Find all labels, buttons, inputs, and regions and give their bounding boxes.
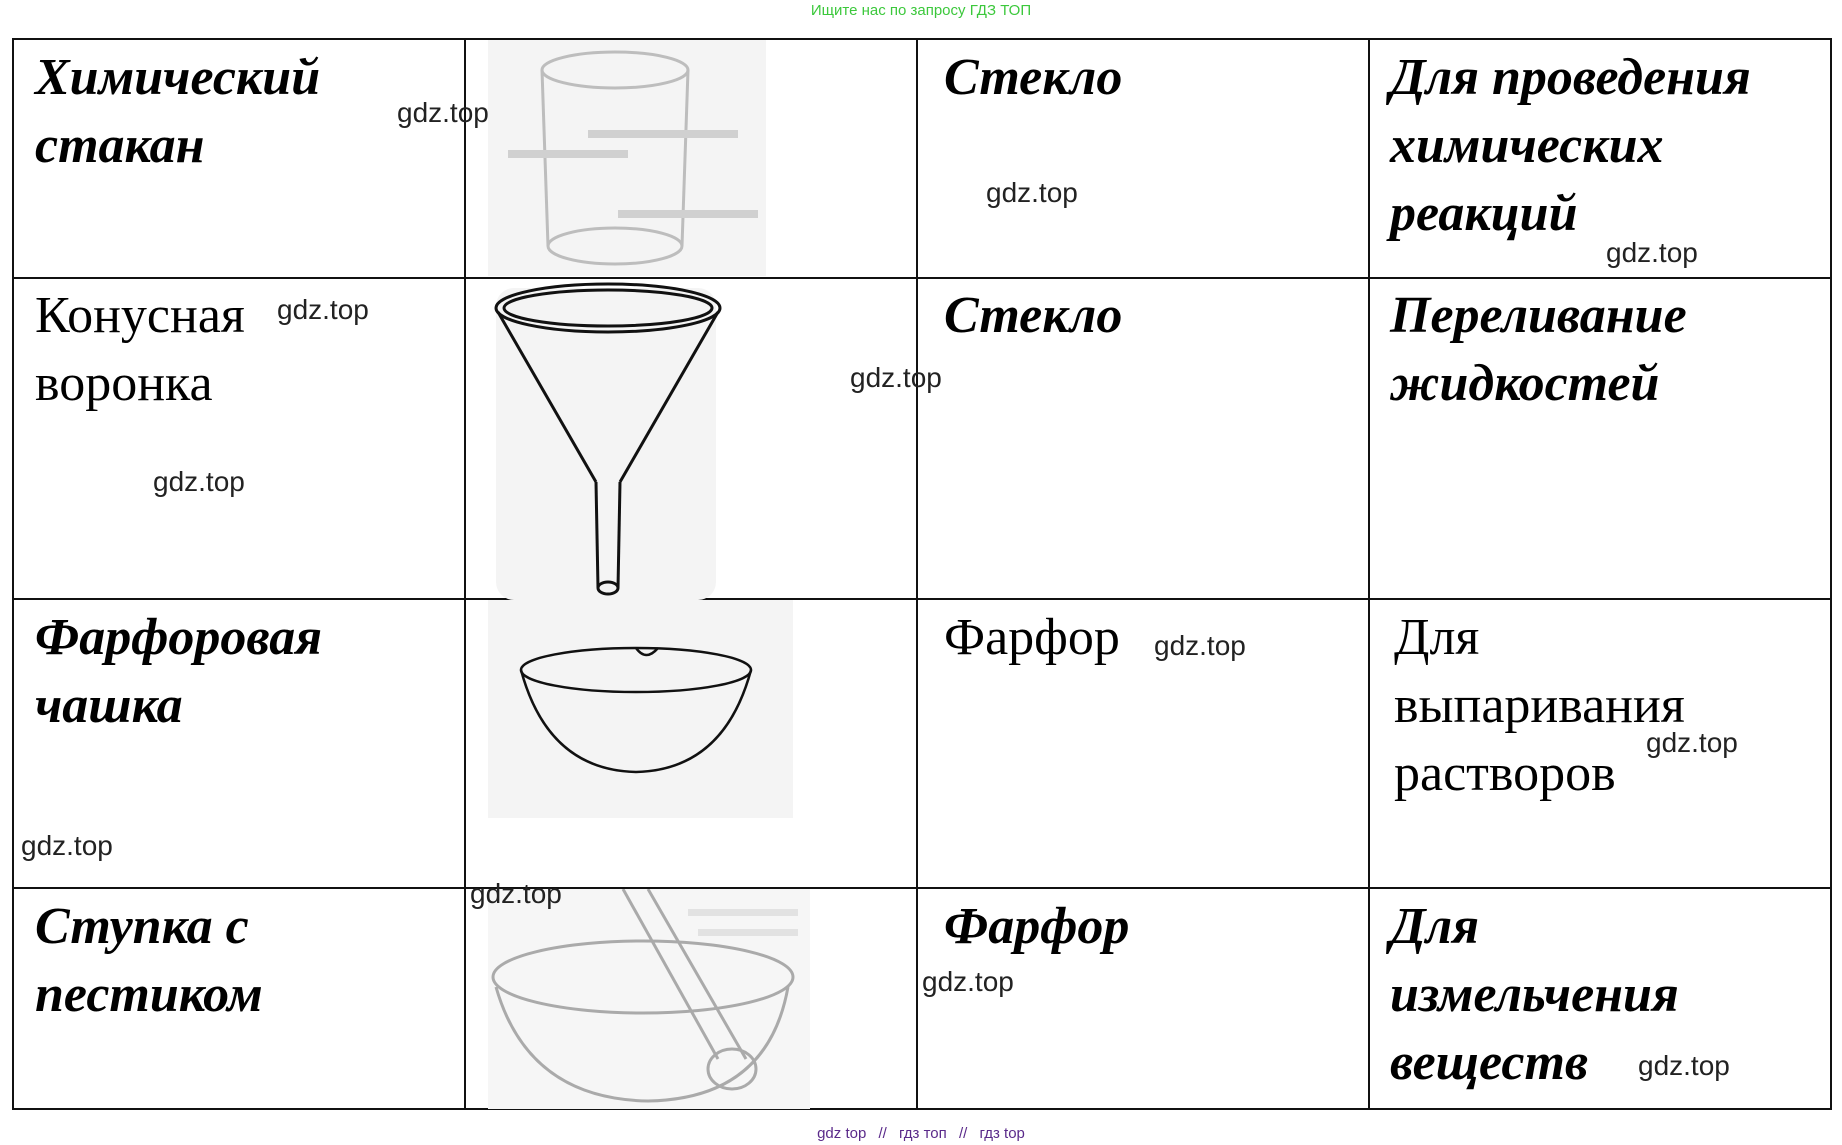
watermark: gdz.top <box>277 294 369 325</box>
footer-separator: // <box>878 1125 887 1142</box>
row1-name <box>35 44 320 180</box>
column-divider <box>464 38 466 1110</box>
purpose-line: реакций <box>1390 185 1578 242</box>
porcelain-dish-icon <box>488 600 793 818</box>
row-divider <box>12 598 1832 600</box>
watermark: gdz.top <box>397 97 489 128</box>
name-line: Фарфоровая <box>35 609 323 666</box>
footer-link[interactable]: гдз топ <box>899 1125 947 1142</box>
row3-name <box>35 604 322 740</box>
row3-material: Фарфор <box>944 609 1120 666</box>
watermark: gdz.top <box>1638 1050 1730 1081</box>
purpose-line: химических <box>1390 117 1664 174</box>
name-line: пестиком <box>35 966 263 1023</box>
row4-purpose <box>1390 893 1679 1097</box>
purpose-line: Для проведения <box>1390 49 1751 106</box>
footer-separator: // <box>958 1125 968 1142</box>
name-line: Ступка с <box>35 898 249 955</box>
search-banner: Ищите нас по запросу ГДЗ ТОП <box>810 2 1032 19</box>
purpose-line: жидкостей <box>1390 355 1660 412</box>
row-divider <box>12 887 1832 889</box>
row-divider <box>12 277 1832 279</box>
name-line: Конусная <box>35 287 245 344</box>
purpose-line: Переливание <box>1390 287 1687 344</box>
row4-material: Фарфор <box>944 898 1130 955</box>
watermark: gdz.top <box>922 966 1014 997</box>
purpose-line: Для <box>1390 898 1479 955</box>
column-divider <box>916 38 918 1110</box>
row2-material: Стекло <box>944 287 1123 344</box>
name-line: Химический <box>35 49 321 106</box>
footer-link[interactable]: гдз top <box>979 1125 1025 1142</box>
purpose-line: измельчения <box>1390 966 1679 1023</box>
watermark: gdz.top <box>850 362 942 393</box>
row4-name <box>35 893 263 1029</box>
beaker-icon <box>488 40 766 276</box>
watermark: gdz.top <box>21 830 113 861</box>
name-line: воронка <box>35 355 213 412</box>
footer-link[interactable]: gdz top <box>817 1125 867 1142</box>
footer-links <box>0 1125 1842 1142</box>
purpose-line: веществ <box>1390 1034 1589 1091</box>
mortar-pestle-icon <box>488 889 810 1109</box>
row1-material: Стекло <box>944 49 1123 106</box>
watermark: gdz.top <box>986 177 1078 208</box>
row2-name <box>35 282 245 418</box>
watermark: gdz.top <box>1646 727 1738 758</box>
row3-purpose <box>1394 604 1685 808</box>
funnel-icon <box>490 282 722 600</box>
purpose-line: Для <box>1394 609 1480 666</box>
watermark: gdz.top <box>470 878 562 909</box>
watermark: gdz.top <box>1606 237 1698 268</box>
row1-purpose <box>1390 44 1751 248</box>
name-line: стакан <box>35 117 205 174</box>
row2-purpose <box>1390 282 1687 418</box>
name-line: чашка <box>35 677 183 734</box>
purpose-line: растворов <box>1394 745 1616 802</box>
watermark: gdz.top <box>1154 630 1246 661</box>
column-divider <box>1368 38 1370 1110</box>
watermark: gdz.top <box>153 466 245 497</box>
purpose-line: выпаривания <box>1394 677 1685 734</box>
